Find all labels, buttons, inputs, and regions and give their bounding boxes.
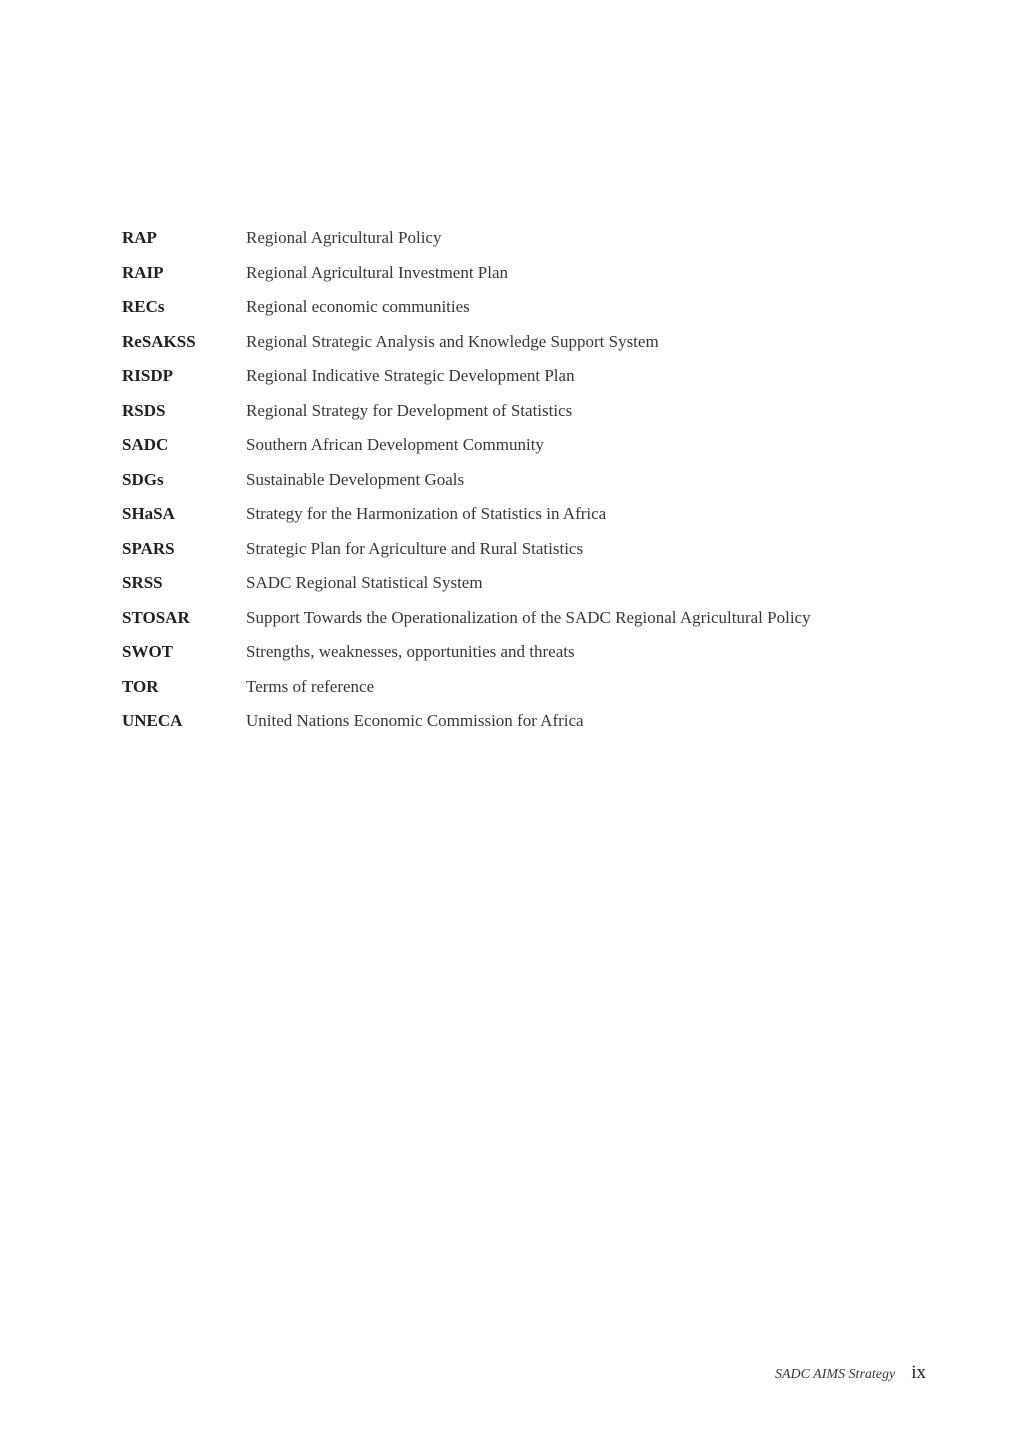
abbreviation-row	[122, 297, 922, 332]
footer-document-title: SADC AIMS Strategy	[774, 1367, 896, 1382]
abbreviation-row	[122, 228, 922, 263]
abbreviation-definition: Regional Strategy for Development of Statistics	[246, 400, 573, 420]
abbreviation-definition: Terms of reference	[246, 676, 375, 696]
abbreviation-definition: Sustainable Development Goals	[246, 469, 465, 489]
abbreviation-row	[122, 435, 922, 470]
abbreviation-definition: Regional economic communities	[246, 297, 470, 316]
abbreviation-definition: Regional Strategic Analysis and Knowledge Support System	[246, 331, 659, 351]
abbreviation-row	[122, 539, 922, 574]
abbreviation-term: RECs	[122, 297, 165, 316]
abbreviation-term: ReSAKSS	[122, 331, 196, 351]
abbreviation-row	[122, 263, 922, 298]
abbreviation-definition: Regional Indicative Strategic Development Plan	[246, 366, 575, 385]
abbreviation-term: SPARS	[122, 538, 175, 558]
abbreviation-row	[122, 470, 922, 505]
abbreviation-row	[122, 401, 922, 436]
abbreviation-definition: SADC Regional Statistical System	[246, 573, 483, 592]
abbreviation-term: RAP	[122, 228, 157, 247]
abbreviation-row	[122, 366, 922, 401]
abbreviation-term: UNECA	[122, 711, 183, 730]
abbreviation-term: RAIP	[122, 262, 164, 282]
abbreviation-term: RSDS	[122, 400, 166, 420]
abbreviation-definition: Support Towards the Operationalization of the SADC Regional Agricultural Policy	[246, 607, 811, 627]
abbreviation-row	[122, 504, 922, 539]
abbreviation-term: RISDP	[122, 366, 174, 385]
abbreviation-term: SDGs	[122, 469, 164, 489]
abbreviation-term: SADC	[122, 435, 169, 454]
abbreviation-term: SRSS	[122, 573, 163, 592]
abbreviation-definition: United Nations Economic Commission for Africa	[246, 711, 584, 730]
abbreviation-definition: Regional Agricultural Investment Plan	[246, 262, 509, 282]
abbreviation-definition: Strengths, weaknesses, opportunities and threats	[246, 642, 575, 661]
abbreviation-row	[122, 711, 922, 746]
abbreviation-definition: Strategic Plan for Agriculture and Rural Statistics	[246, 538, 584, 558]
abbreviation-row	[122, 677, 922, 712]
abbreviation-term: SWOT	[122, 642, 174, 661]
abbreviation-term: STOSAR	[122, 607, 190, 627]
page-number: ix	[911, 1362, 926, 1383]
abbreviation-row	[122, 608, 922, 643]
page-footer	[775, 1362, 926, 1384]
abbreviation-definition: Southern African Development Community	[246, 435, 544, 454]
abbreviation-term: SHaSA	[122, 504, 175, 523]
abbreviation-row	[122, 642, 922, 677]
abbreviation-list	[122, 228, 922, 746]
abbreviation-definition: Regional Agricultural Policy	[246, 228, 442, 247]
abbreviation-definition: Strategy for the Harmonization of Statistics in Africa	[246, 504, 607, 523]
abbreviation-row	[122, 332, 922, 367]
abbreviation-row	[122, 573, 922, 608]
abbreviation-term: TOR	[122, 676, 159, 696]
